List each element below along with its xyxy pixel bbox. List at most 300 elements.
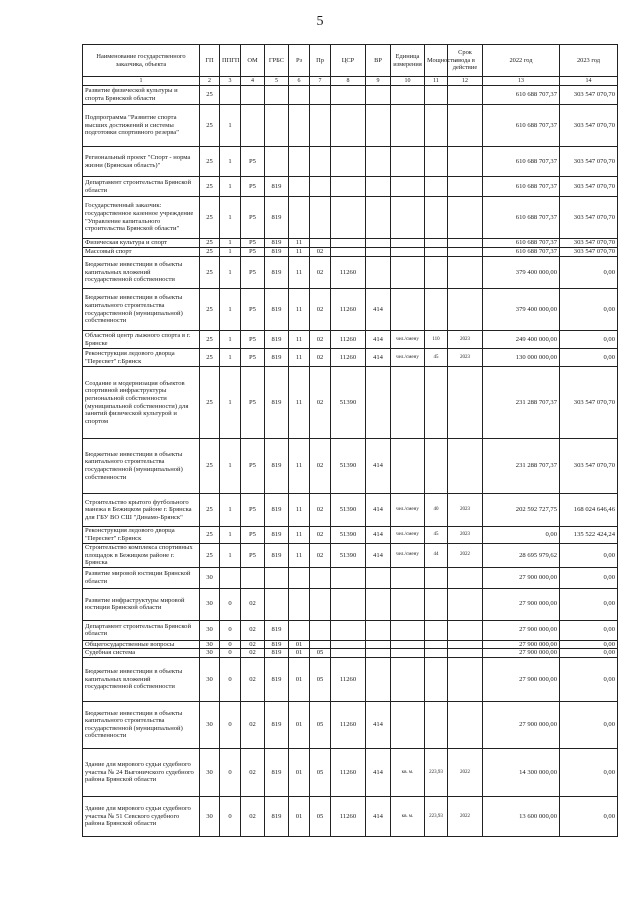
amount-2022-cell: 27 900 000,00 [483,657,560,701]
ppgp-cell: 0 [220,748,241,796]
table-row [83,86,618,105]
gp-cell: 25 [200,289,220,331]
column-number: 14 [560,77,618,86]
gp-cell: 25 [200,257,220,289]
table-row [83,147,618,177]
table-row [83,367,618,439]
name-cell: Судебная система [83,649,200,658]
name-cell: Бюджетные инвестиции в объекты капитальных вложений государственной собственности [83,257,200,289]
unit-cell: чел./смену [391,494,425,527]
power-cell: 223,93 [425,748,448,796]
unit-cell: чел./смену [391,349,425,367]
header-cell: ОМ [241,45,265,77]
name-cell: Массовый спорт [83,248,200,257]
gp-cell: 30 [200,640,220,649]
name-cell: Реконструкция ледового дворца "Пересвет" г.Брянск [83,527,200,544]
name-cell: Строительство комплекса спортивных площадок в Бежицком районе г. Брянска [83,544,200,568]
rz-cell [289,105,310,147]
table-body [83,86,618,837]
term-cell [448,367,483,439]
om-cell: P5 [241,494,265,527]
term-cell [448,657,483,701]
om-cell: P5 [241,527,265,544]
om-cell: 02 [241,796,265,836]
pr-cell: 05 [310,701,331,748]
amount-2022-cell: 231 288 707,37 [483,367,560,439]
ppgp-cell: 1 [220,349,241,367]
csr-cell [331,177,366,197]
name-cell: Создание и модернизация объектов спортивной инфраструктуры региональной собственности (муниципальной собственности) для занятий физической культурой и спортом [83,367,200,439]
term-cell [448,640,483,649]
name-cell: Департамент строительства Брянской области [83,620,200,640]
grbs-cell: 819 [265,197,289,239]
om-cell: P5 [241,367,265,439]
table-row [83,349,618,367]
amount-2022-cell: 249 400 000,00 [483,331,560,349]
pr-cell [310,86,331,105]
header-cell: ГП [200,45,220,77]
table-row [83,527,618,544]
rz-cell [289,86,310,105]
name-cell: Развитие инфраструктуры мировой юстиции Брянской области [83,588,200,620]
amount-2022-cell: 202 592 727,75 [483,494,560,527]
name-cell: Бюджетные инвестиции в объекты капитального строительства государственной (муниципальной) собственности [83,289,200,331]
csr-cell: 51390 [331,544,366,568]
table-row [83,439,618,494]
ppgp-cell: 0 [220,640,241,649]
om-cell: P5 [241,248,265,257]
rz-cell [289,588,310,620]
table-row [83,701,618,748]
rz-cell [289,197,310,239]
power-cell [425,567,448,588]
ppgp-cell: 0 [220,649,241,658]
vr-cell [366,239,391,248]
csr-cell [331,105,366,147]
grbs-cell: 819 [265,796,289,836]
power-cell [425,197,448,239]
term-cell [448,567,483,588]
column-number: 7 [310,77,331,86]
rz-cell: 11 [289,239,310,248]
header-cell: ГРБС [265,45,289,77]
vr-cell [366,640,391,649]
amount-2022-cell: 610 688 707,37 [483,248,560,257]
rz-cell: 01 [289,649,310,658]
amount-2023-cell: 0,00 [560,796,618,836]
ppgp-cell: 1 [220,331,241,349]
name-cell: Развитие мировой юстиции Брянской области [83,567,200,588]
rz-cell: 11 [289,439,310,494]
grbs-cell: 819 [265,640,289,649]
rz-cell: 11 [289,331,310,349]
ppgp-cell: 1 [220,257,241,289]
column-number: 2 [200,77,220,86]
vr-cell: 414 [366,748,391,796]
gp-cell: 25 [200,177,220,197]
vr-cell [366,105,391,147]
term-cell [448,701,483,748]
om-cell: 02 [241,649,265,658]
term-cell [448,197,483,239]
power-cell [425,657,448,701]
om-cell: P5 [241,147,265,177]
pr-cell: 05 [310,657,331,701]
grbs-cell: 819 [265,748,289,796]
power-cell [425,620,448,640]
amount-2022-cell: 610 688 707,37 [483,86,560,105]
power-cell: 110 [425,331,448,349]
pr-cell [310,197,331,239]
rz-cell: 01 [289,640,310,649]
rz-cell: 11 [289,257,310,289]
om-cell: P5 [241,289,265,331]
csr-cell [331,147,366,177]
rz-cell: 01 [289,748,310,796]
amount-2022-cell: 14 300 000,00 [483,748,560,796]
om-cell: 02 [241,748,265,796]
gp-cell: 25 [200,197,220,239]
amount-2022-cell: 610 688 707,37 [483,239,560,248]
amount-2022-cell: 130 000 000,00 [483,349,560,367]
term-cell: 2022 [448,748,483,796]
rz-cell: 11 [289,544,310,568]
rz-cell: 11 [289,248,310,257]
table-row [83,649,618,658]
header-cell: Единица измерения [391,45,425,77]
header-cell: Срок ввода в действие [448,45,483,77]
amount-2022-cell: 27 900 000,00 [483,567,560,588]
power-cell: 45 [425,349,448,367]
term-cell [448,105,483,147]
amount-2023-cell: 303 547 070,70 [560,177,618,197]
table-row [83,640,618,649]
pr-cell: 02 [310,439,331,494]
amount-2023-cell: 303 547 070,70 [560,147,618,177]
power-cell [425,86,448,105]
unit-cell [391,257,425,289]
amount-2022-cell: 610 688 707,37 [483,147,560,177]
unit-cell [391,197,425,239]
gp-cell: 25 [200,331,220,349]
table-row [83,248,618,257]
rz-cell: 11 [289,349,310,367]
amount-2023-cell: 303 547 070,70 [560,86,618,105]
unit-cell [391,367,425,439]
pr-cell: 02 [310,248,331,257]
power-cell [425,177,448,197]
pr-cell [310,567,331,588]
table-row [83,331,618,349]
grbs-cell: 819 [265,248,289,257]
amount-2022-cell: 28 695 979,62 [483,544,560,568]
csr-cell: 11260 [331,331,366,349]
name-cell: Бюджетные инвестиции в объекты капитальных вложений государственной собственности [83,657,200,701]
amount-2023-cell: 0,00 [560,257,618,289]
name-cell: Развитие физической культуры и спорта Брянской области [83,86,200,105]
amount-2022-cell: 27 900 000,00 [483,701,560,748]
table-row [83,748,618,796]
ppgp-cell: 1 [220,527,241,544]
ppgp-cell: 1 [220,197,241,239]
power-cell [425,248,448,257]
name-cell: Региональный проект "Спорт - норма жизни (Брянская область)" [83,147,200,177]
power-cell: 45 [425,527,448,544]
pr-cell [310,620,331,640]
csr-cell: 11260 [331,796,366,836]
table-row [83,239,618,248]
column-number: 9 [366,77,391,86]
gp-cell: 30 [200,588,220,620]
header-cell: Мощность [425,45,448,77]
vr-cell [366,257,391,289]
ppgp-cell: 0 [220,620,241,640]
ppgp-cell: 1 [220,105,241,147]
term-cell [448,289,483,331]
gp-cell: 30 [200,567,220,588]
header-cell: 2022 год [483,45,560,77]
grbs-cell [265,147,289,177]
grbs-cell [265,105,289,147]
pr-cell [310,105,331,147]
term-cell: 2023 [448,527,483,544]
om-cell: 02 [241,657,265,701]
csr-cell [331,86,366,105]
csr-cell: 51390 [331,439,366,494]
rz-cell: 11 [289,527,310,544]
table-row [83,289,618,331]
gp-cell: 25 [200,349,220,367]
table-row [83,620,618,640]
amount-2023-cell: 0,00 [560,748,618,796]
rz-cell [289,177,310,197]
vr-cell [366,147,391,177]
table-row [83,544,618,568]
vr-cell [366,248,391,257]
csr-cell [331,567,366,588]
power-cell [425,588,448,620]
grbs-cell: 819 [265,527,289,544]
rz-cell: 11 [289,494,310,527]
name-cell: Здание для мирового судьи судебного участка № 24 Выгоничского судебного района Брянской области [83,748,200,796]
vr-cell [366,86,391,105]
pr-cell [310,588,331,620]
rz-cell: 11 [289,367,310,439]
amount-2022-cell: 27 900 000,00 [483,588,560,620]
amount-2023-cell: 0,00 [560,588,618,620]
rz-cell: 01 [289,701,310,748]
power-cell [425,649,448,658]
csr-cell: 11260 [331,349,366,367]
grbs-cell: 819 [265,701,289,748]
amount-2023-cell: 303 547 070,70 [560,439,618,494]
rz-cell: 01 [289,796,310,836]
vr-cell: 414 [366,494,391,527]
power-cell [425,701,448,748]
header-cell: Рз [289,45,310,77]
vr-cell: 414 [366,439,391,494]
rz-cell [289,147,310,177]
unit-cell [391,86,425,105]
gp-cell: 30 [200,796,220,836]
grbs-cell: 819 [265,494,289,527]
table-row [83,257,618,289]
unit-cell: чел./смену [391,331,425,349]
om-cell: 02 [241,640,265,649]
amount-2023-cell: 135 522 424,24 [560,527,618,544]
vr-cell [366,588,391,620]
ppgp-cell: 1 [220,239,241,248]
grbs-cell [265,588,289,620]
header-cell: ВР [366,45,391,77]
amount-2023-cell: 0,00 [560,657,618,701]
csr-cell [331,248,366,257]
csr-cell [331,197,366,239]
om-cell: 02 [241,701,265,748]
amount-2022-cell: 610 688 707,37 [483,177,560,197]
unit-cell [391,567,425,588]
grbs-cell: 819 [265,289,289,331]
pr-cell: 02 [310,349,331,367]
csr-cell: 11260 [331,657,366,701]
vr-cell [366,620,391,640]
om-cell: P5 [241,239,265,248]
gp-cell: 30 [200,620,220,640]
pr-cell: 02 [310,289,331,331]
power-cell: 40 [425,494,448,527]
gp-cell: 25 [200,527,220,544]
term-cell [448,177,483,197]
gp-cell: 25 [200,105,220,147]
grbs-cell: 819 [265,439,289,494]
unit-cell [391,289,425,331]
om-cell: P5 [241,349,265,367]
unit-cell: кв. м. [391,748,425,796]
csr-cell [331,620,366,640]
amount-2022-cell: 0,00 [483,527,560,544]
ppgp-cell: 1 [220,177,241,197]
amount-2023-cell: 303 547 070,70 [560,248,618,257]
grbs-cell: 819 [265,177,289,197]
name-cell: Физическая культура и спорт [83,239,200,248]
gp-cell: 25 [200,544,220,568]
header-cell: ЦСР [331,45,366,77]
om-cell [241,105,265,147]
grbs-cell: 819 [265,331,289,349]
grbs-cell: 819 [265,349,289,367]
csr-cell: 11260 [331,289,366,331]
om-cell: P5 [241,544,265,568]
grbs-cell: 819 [265,620,289,640]
unit-cell [391,620,425,640]
rz-cell [289,620,310,640]
power-cell [425,147,448,177]
gp-cell: 30 [200,701,220,748]
amount-2023-cell: 0,00 [560,544,618,568]
term-cell [448,588,483,620]
pr-cell [310,177,331,197]
amount-2022-cell: 27 900 000,00 [483,640,560,649]
term-cell: 2023 [448,331,483,349]
grbs-cell: 819 [265,649,289,658]
term-cell [448,239,483,248]
column-number: 11 [425,77,448,86]
ppgp-cell: 1 [220,439,241,494]
csr-cell: 11260 [331,257,366,289]
vr-cell: 414 [366,289,391,331]
pr-cell: 02 [310,367,331,439]
pr-cell [310,239,331,248]
ppgp-cell: 0 [220,657,241,701]
table-row [83,588,618,620]
vr-cell: 414 [366,349,391,367]
term-cell: 2022 [448,544,483,568]
csr-cell [331,640,366,649]
pr-cell: 02 [310,494,331,527]
vr-cell [366,657,391,701]
csr-cell: 51390 [331,494,366,527]
pr-cell: 05 [310,748,331,796]
vr-cell: 414 [366,544,391,568]
gp-cell: 25 [200,239,220,248]
power-cell [425,367,448,439]
gp-cell: 30 [200,657,220,701]
csr-cell: 51390 [331,367,366,439]
page-number: 5 [316,14,324,29]
amount-2023-cell: 0,00 [560,289,618,331]
gp-cell: 25 [200,367,220,439]
table-row [83,197,618,239]
unit-cell [391,239,425,248]
amount-2023-cell: 0,00 [560,701,618,748]
csr-cell [331,239,366,248]
gp-cell: 25 [200,439,220,494]
amount-2023-cell: 168 024 646,46 [560,494,618,527]
om-cell [241,86,265,105]
pr-cell: 02 [310,527,331,544]
unit-cell [391,657,425,701]
amount-2023-cell: 0,00 [560,649,618,658]
om-cell: 02 [241,620,265,640]
amount-2022-cell: 27 900 000,00 [483,649,560,658]
amount-2022-cell: 379 400 000,00 [483,289,560,331]
term-cell: 2022 [448,796,483,836]
unit-cell: кв. м. [391,796,425,836]
om-cell [241,567,265,588]
header-cell: Пр [310,45,331,77]
grbs-cell: 819 [265,257,289,289]
amount-2022-cell: 27 900 000,00 [483,620,560,640]
grbs-cell [265,86,289,105]
unit-cell [391,177,425,197]
table-row [83,105,618,147]
grbs-cell: 819 [265,367,289,439]
header-cell: 2023 год [560,45,618,77]
term-cell: 2023 [448,349,483,367]
ppgp-cell: 0 [220,701,241,748]
term-cell [448,86,483,105]
pr-cell: 02 [310,544,331,568]
name-cell: Здание для мирового судьи судебного участка № 51 Севского судебного района Брянской области [83,796,200,836]
column-number: 12 [448,77,483,86]
ppgp-cell [220,567,241,588]
name-cell: Подпрограмма "Развитие спорта высших достижений и системы подготовки спортивного резерва" [83,105,200,147]
column-number: 13 [483,77,560,86]
pr-cell: 02 [310,331,331,349]
table-row [83,567,618,588]
om-cell: P5 [241,331,265,349]
om-cell: 02 [241,588,265,620]
